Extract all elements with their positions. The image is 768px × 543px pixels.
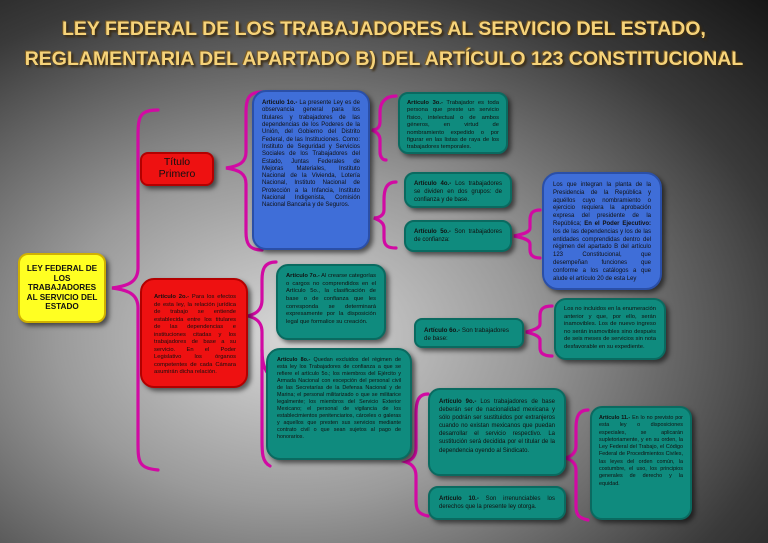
bracket-art4 [374, 182, 396, 248]
title-line-1: LEY FEDERAL DE LOS TRABAJADORES AL SERVICIO DEL ESTADO, [62, 18, 706, 40]
bracket-art6 [526, 306, 552, 356]
bracket-art1 [372, 96, 396, 160]
articulo-5-label: Artículo 5o.- [414, 229, 451, 235]
confianza-text-1: Los que integran la planta de la Presidencia de la República y aquéllos cuyo nombramiento o ejercicio requiera la aprobación expresa del presidente de la República; [553, 182, 651, 227]
articulo-4-text: Los trabajadores se dividen en dos grupos: de confianza y de base. [414, 181, 502, 204]
articulo-2-text: Para los efectos de esta ley, la relación jurídica de trabajo se entiende establecida entre los titulares de las dependencias e instituciones citadas y los trabajadores de base a su servicio. En el Poder Legislativo los órganos competentes de cada Cámara asumirán dicha relación. [154, 294, 236, 376]
articulo-5-text: Son trabajadores de confianza: [414, 229, 502, 244]
titulo-primero-label: Título Primero [158, 156, 196, 180]
base-text: Los no incluidos en la enumeración anterior y que, por ello, serán inamovibles. Los de nuevo ingreso no serán inamovibles sino después de seis meses de servicios sin nota desfavorable en su expediente. [564, 306, 656, 350]
bracket-art5 [514, 210, 540, 258]
articulo-10-node [428, 486, 566, 520]
articulo-9-text: Los trabajadores de base deberán ser de nacionalidad mexicana y sólo podrán ser sustituidos por extranjeros cuando no existan mexicanos que puedan desarrollar el servicio respectivo. La sustitución será decidida por el titular de la dependencia oyendo al Sindicato. [439, 399, 555, 454]
articulo-9-label: Artículo 9o.- [439, 399, 477, 405]
articulo-4-label: Artículo 4o.- [414, 181, 452, 187]
articulo-3-text: Trabajador es toda persona que preste un servicio físico, intelectual o de ambos géneros, en virtud de nombramiento expedido o por figurar en las listas de raya de los trabajadores temporales. [407, 100, 499, 151]
articulo-1-label: Articulo 1o.- [262, 100, 298, 106]
articulo-2-label: Artículo 2o.- [154, 294, 190, 300]
articulo-10-label: Artículo 10.- [439, 496, 479, 502]
confianza-text-2: los de las dependencias y los de las entidades comprendidas dentro del régimen del apartado B del artículo 123 Constitucional, que desempeñan funciones que conforme a los catálogos a que alude el artículo 20 de esta Ley [553, 228, 651, 282]
confianza-label-2: En el Poder Ejecutivo: [584, 220, 651, 227]
articulo-5-node [404, 220, 512, 252]
articulo-11-text: En lo no previsto por esta ley o disposiciones especiales, se aplicarán supletoriamente, y en su orden, la Ley Federal del Trabajo, el Código Federal de Procedimientos Civiles, las leyes del orden común, la costumbre, el uso, los principios generales de derecho y la equidad. [599, 415, 683, 487]
articulo-1-text: La presente Ley es de observancia general para los titulares y trabajadores de las dependencias de los Poderes de la Unión, del Gobierno del Distrito Federal, de las Instituciones. Como: Instituto de Seguridad y Servicios Sociales de los Trabajadores del Estado, Juntas Federales de Mejoras Materiales, Instituto Nacional de la Vivienda, Lotería Nacional, Instituto Nacional de Protección a la Infancia, Instituto Nacional Indigenista, Comisión Nacional Bancaria y de Seguros. [262, 100, 360, 209]
articulo-4-node [404, 172, 512, 208]
articulo-7-text: Al crearse categorías o cargos no comprendidos en el Artículo 5o., la clasificación de base o de confianza que les corresponda se determinará expresamente por la disposición legal que formalice su creación. [286, 273, 376, 325]
articulo-3-label: Artículo 3o.- [407, 100, 443, 106]
articulo-6-label: Artículo 6o.- [424, 327, 461, 334]
articulo-8-node [266, 348, 412, 460]
bracket-art9 [566, 410, 588, 520]
root-node [18, 253, 106, 323]
articulo-8-text: Quedan excluidos del régimen de esta ley los Trabajadores de confianza a que se refiere el artículo 5o.; los miembros del Ejército y Armada Nacional con excepción del personal civil de las Secretarías de la Defensa Nacional y de Marina; el personal militarizado o que se militarice legalmente; los miembros del Servicio Exterior Mexicano; el personal de vigilancia de los establecimientos penitenciarios, cárceles o galeras y aquellos que presten sus servicios mediante contrato civil o que sean sujetos al pago de honorarios. [277, 357, 402, 441]
articulo-10-text: Son irrenunciables los derechos que la presente ley otorga. [439, 496, 555, 511]
root-label: LEY FEDERAL DE LOS TRABAJADORES AL SERVICIO DEL ESTADO [26, 264, 98, 312]
articulo-11-node [590, 406, 692, 520]
articulo-7-label: Artículo 7o.- [286, 273, 320, 279]
articulo-2-node [140, 278, 248, 388]
articulo-6-text: Son trabajadores de base: [424, 327, 509, 343]
articulo-11-label: Artículo 11.- [599, 415, 631, 421]
articulo-7-node [276, 264, 386, 340]
articulo-1-node [252, 90, 370, 250]
trabajadores-base-node [554, 298, 666, 360]
titulo-primero-node [140, 152, 214, 186]
articulo-8-label: Artículo 8o.- [277, 357, 311, 363]
articulo-6-node [414, 318, 524, 348]
articulo-3-node [398, 92, 508, 154]
articulo-9-node [428, 388, 566, 476]
title-line-2: REGLAMENTARIA DEL APARTADO B) DEL ARTÍCULO 123 CONSTITUCIONAL [24, 48, 744, 70]
trabajadores-confianza-node [542, 172, 662, 290]
